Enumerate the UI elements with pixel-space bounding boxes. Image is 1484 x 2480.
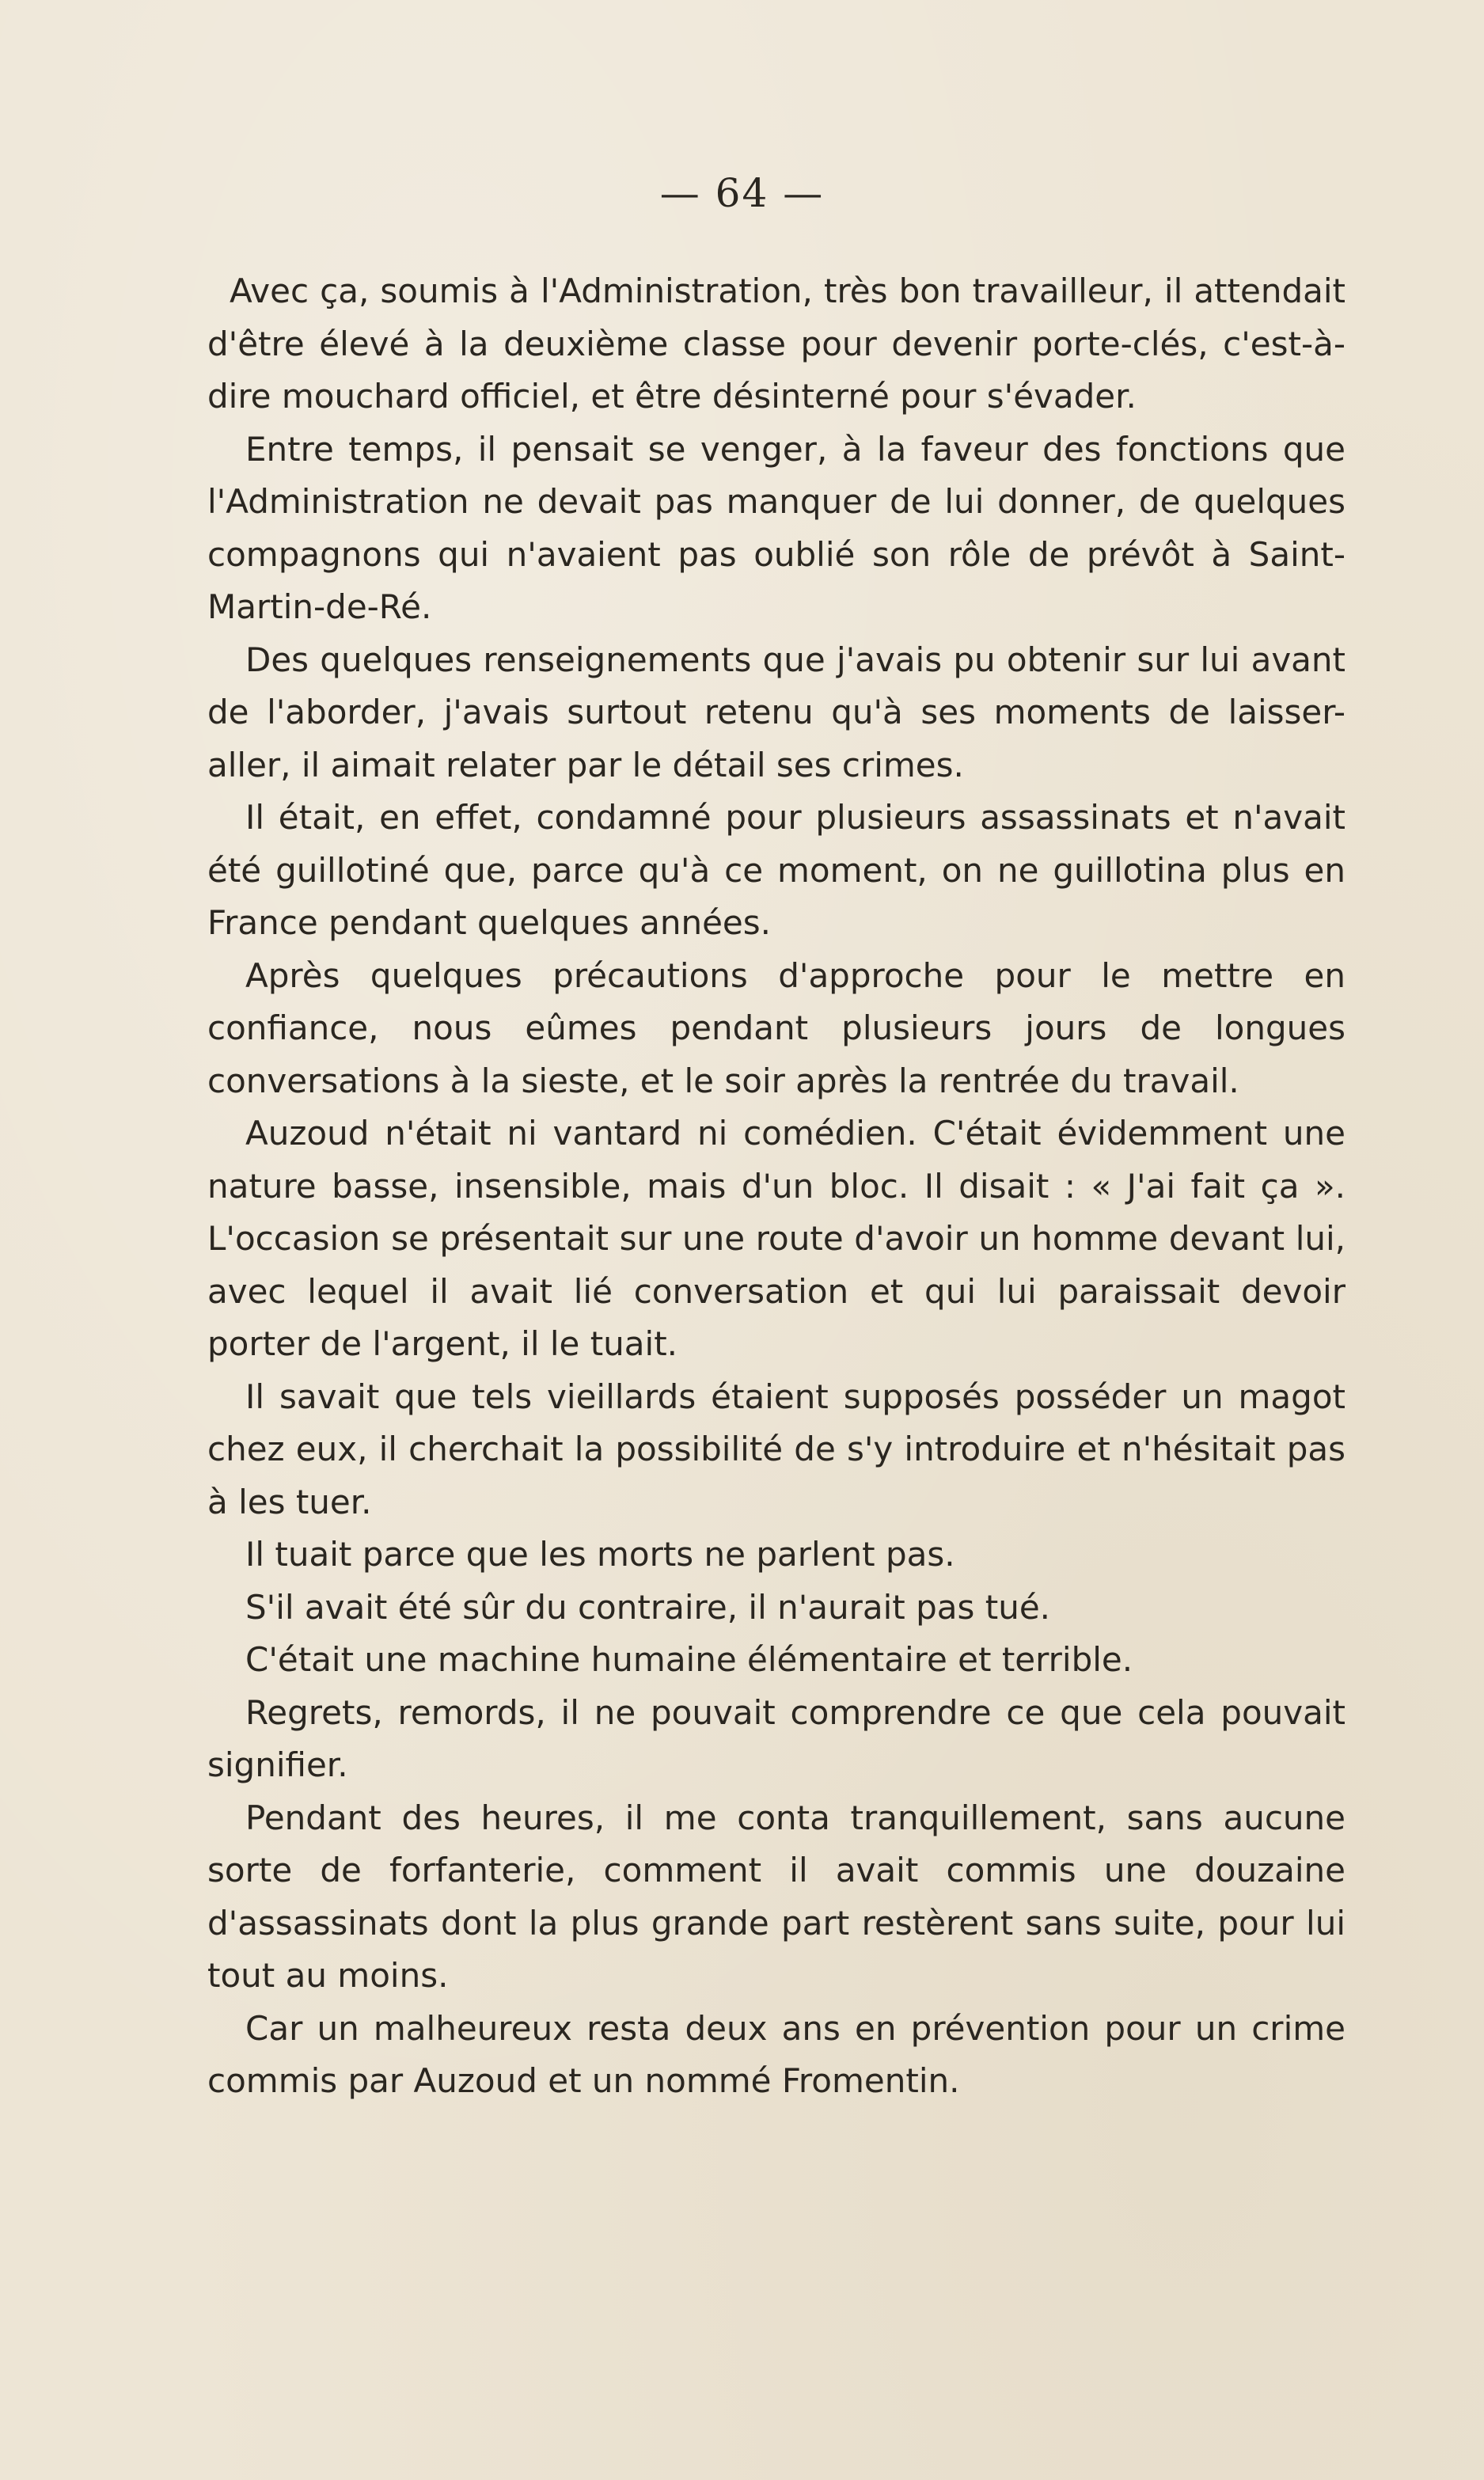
paragraph: Regrets, remords, il ne pouvait comprendre ce que cela pouvait signifier. — [207, 1692, 1345, 1784]
page-number: — 64 — — [659, 170, 825, 216]
paragraph: Des quelques renseignements que j'avais pu obtenir sur lui avant de l'aborder, j'avais surtout retenu qu'à ses moments de laisser-aller, il aimait relater par le détail ses crimes. — [207, 640, 1345, 784]
paragraph: S'il avait été sûr du contraire, il n'aurait pas tué. — [245, 1587, 1051, 1627]
paragraph: C'était une machine humaine élémentaire et terrible. — [245, 1640, 1133, 1679]
paragraph: Après quelques précautions d'approche pour le mettre en confiance, nous eûmes pendant plusieurs jours de longues conversations à la sieste, et le soir après la rentrée du travail. — [207, 955, 1345, 1100]
paragraph: Pendant des heures, il me conta tranquillement, sans aucune sorte de forfanterie, comment il avait commis une douzaine d'assassinats dont la plus grande part restèrent sans suite, pour lui tout au moins. — [207, 1798, 1345, 1995]
paragraph: Il était, en effet, condamné pour plusieurs assassinats et n'avait été guillotiné que, parce qu'à ce moment, on ne guillotina plus en France pendant quelques années. — [207, 798, 1345, 942]
paragraph: Car un malheureux resta deux ans en prévention pour un crime commis par Auzoud et un nommé Fromentin. — [207, 2008, 1345, 2100]
paragraph: Il tuait parce que les morts ne parlent pas. — [245, 1535, 955, 1574]
paragraph: Entre temps, il pensait se venger, à la faveur des fonctions que l'Administration ne devait pas manquer de lui donner, de quelques compagnons qui n'avaient pas oublié son rôle de prévôt à Saint-Martin-de-Ré. — [207, 429, 1345, 626]
paragraph: Auzoud n'était ni vantard ni comédien. C'était évidemment une nature basse, insensible, mais d'un bloc. Il disait : « J'ai fait ça ». L'occasion se présentait sur une route d'avoir un homme devant lui, avec lequel il avait lié conversation et qui lui paraissait devoir porter de l'argent, il le tuait. — [207, 1114, 1345, 1363]
body-text — [207, 265, 1345, 2108]
paragraph: Il savait que tels vieillards étaient supposés posséder un magot chez eux, il cherchait la possibilité de s'y introduire et n'hésitait pas à les tuer. — [207, 1377, 1345, 1521]
paragraph: Avec ça, soumis à l'Administration, très bon travailleur, il attendait d'être élevé à la deuxième classe pour devenir porte-clés, c'est-à-dire mouchard officiel, et être désinterné pour s'évader. — [207, 272, 1345, 416]
